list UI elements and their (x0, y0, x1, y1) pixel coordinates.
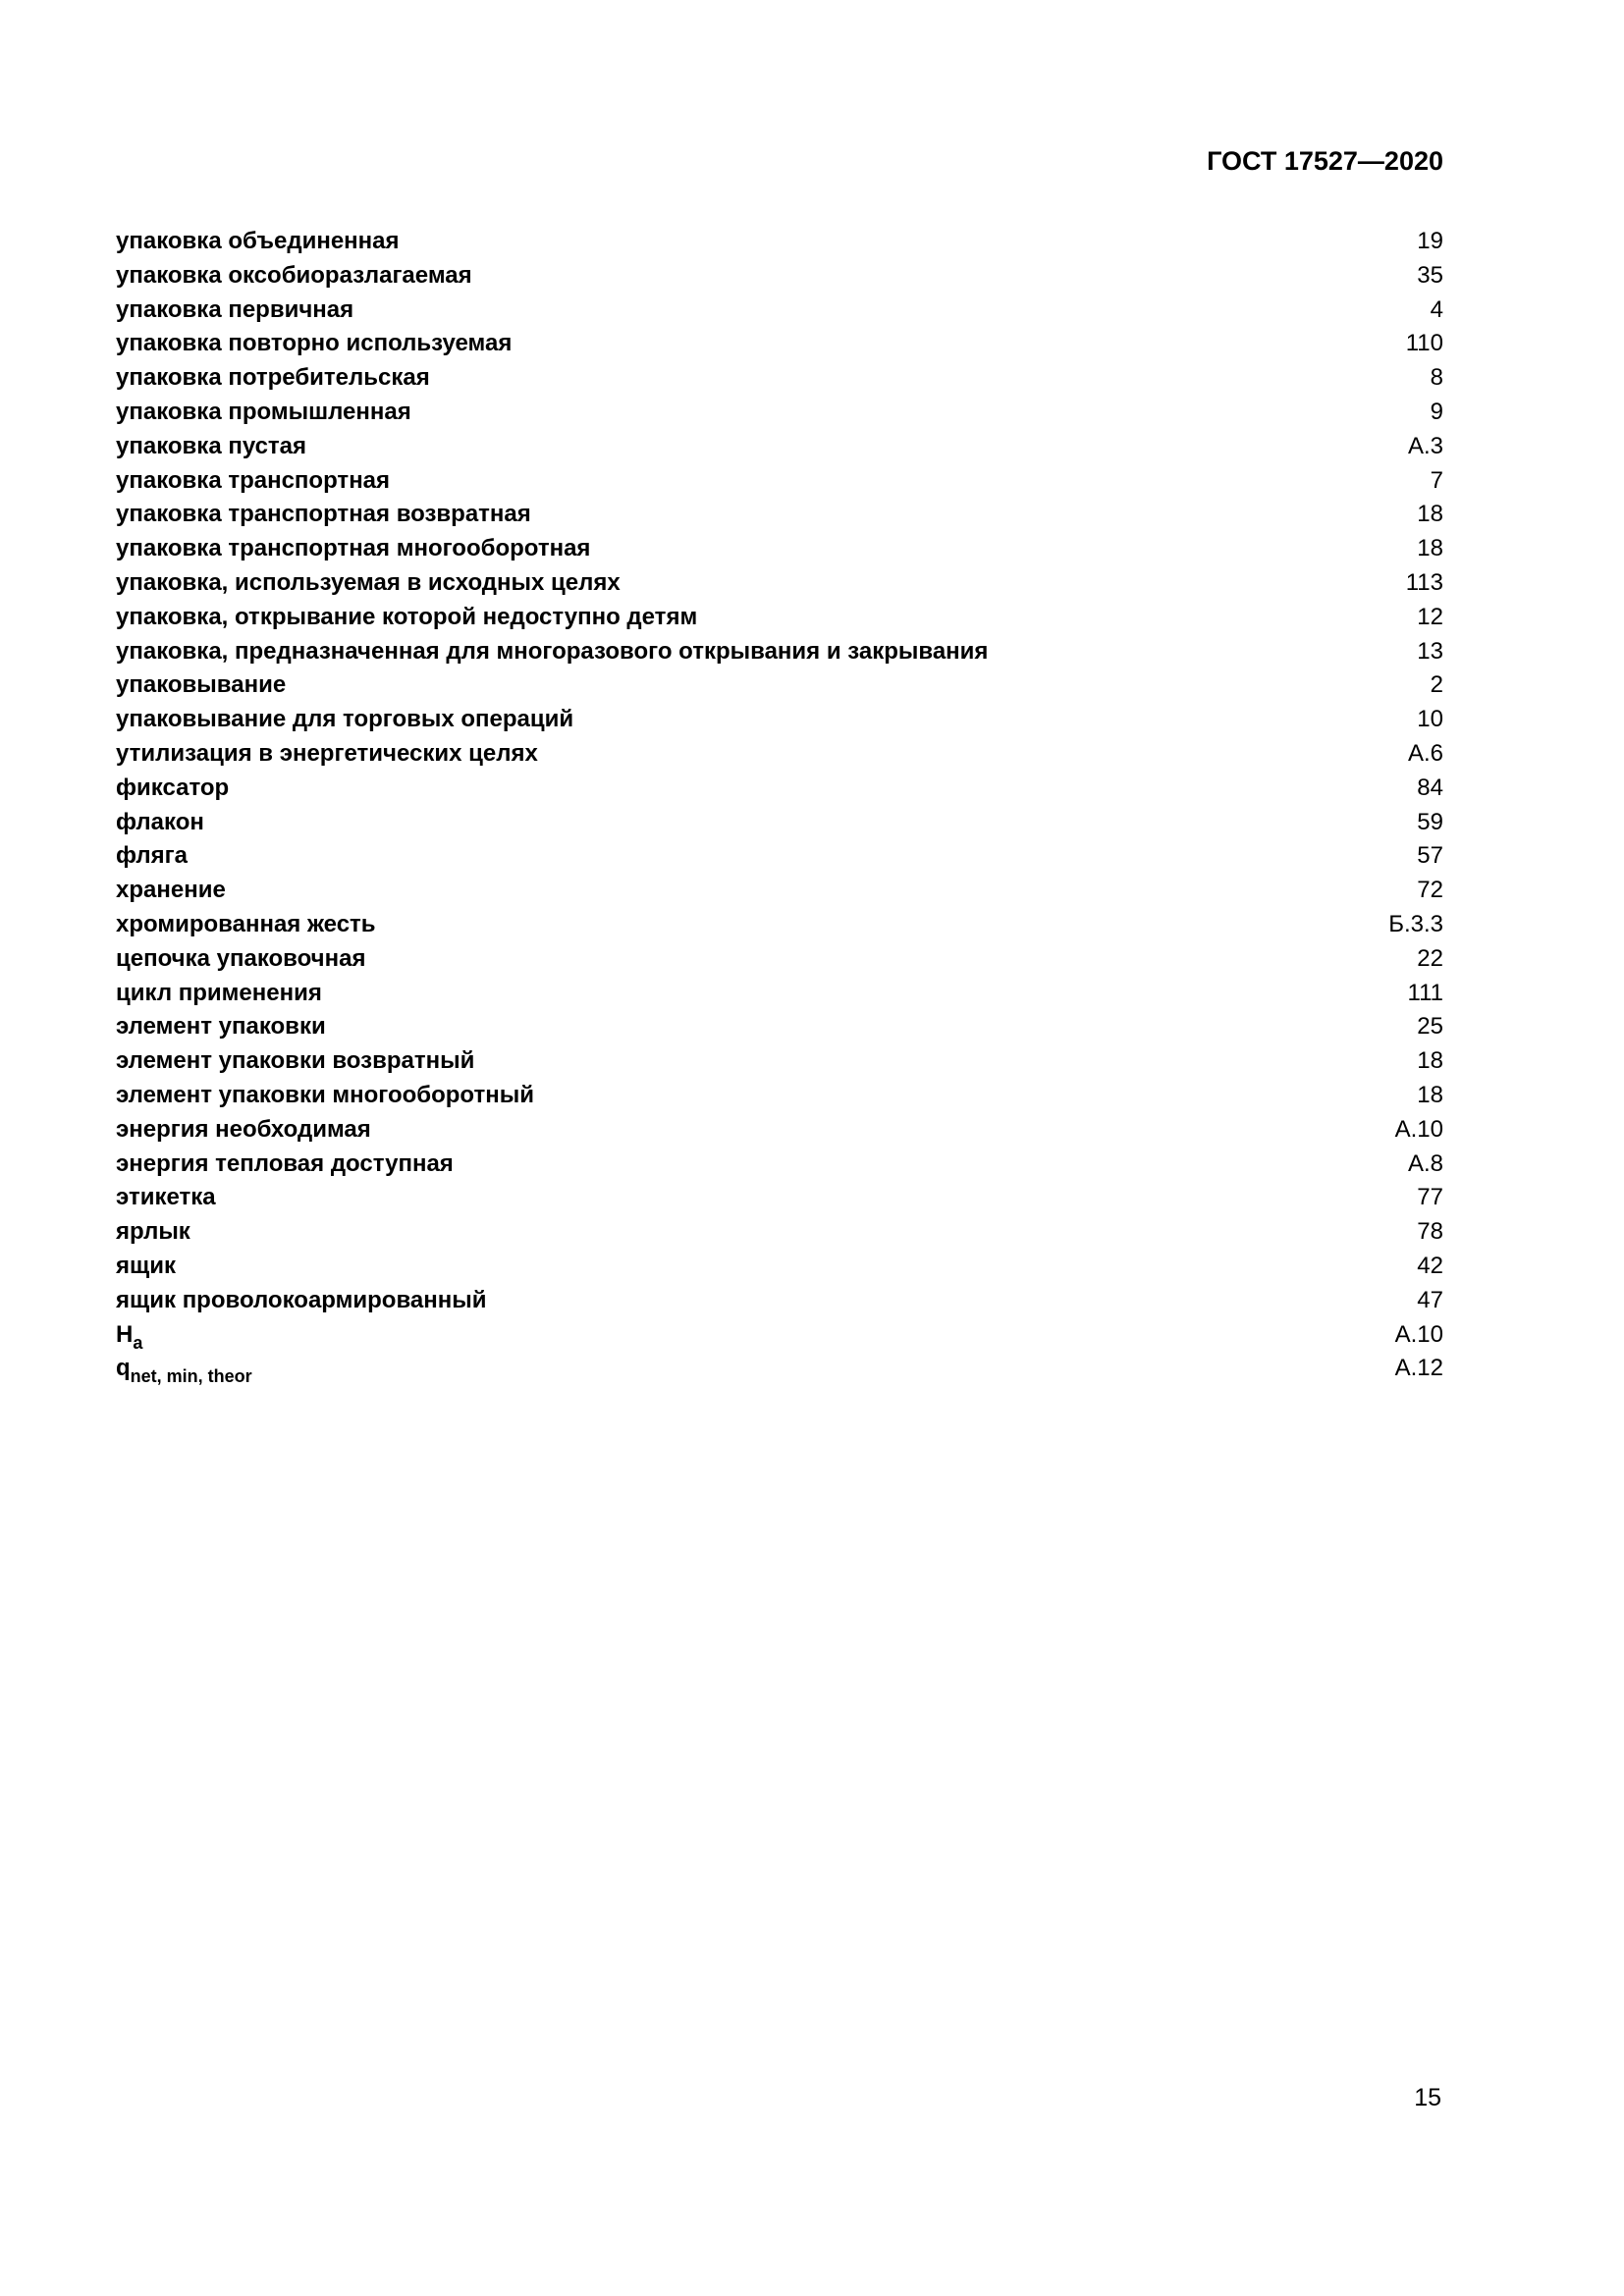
index-term: упаковка оксобиоразлагаемая (116, 261, 472, 289)
index-entry (116, 498, 1443, 532)
index-ref: 13 (1417, 637, 1443, 665)
index-term: цепочка упаковочная (116, 944, 366, 972)
index-term: цикл применения (116, 979, 322, 1006)
index-ref: 59 (1417, 808, 1443, 835)
index-ref: 4 (1430, 295, 1443, 323)
index-ref: 22 (1417, 944, 1443, 972)
index-term: упаковывание для торговых операций (116, 706, 574, 733)
index-entry (116, 1010, 1443, 1044)
symbol-subscript: a (133, 1332, 143, 1353)
index-ref: А.3 (1407, 432, 1443, 459)
index-ref: 18 (1417, 1081, 1443, 1108)
index-ref: А.10 (1394, 1115, 1443, 1143)
index-entry (116, 942, 1443, 977)
index-ref: 18 (1417, 1047, 1443, 1075)
index-entry (116, 977, 1443, 1011)
index-term: ящик (116, 1252, 177, 1279)
index-entry (116, 1181, 1443, 1215)
symbol-subscript: net, min, theor (130, 1366, 252, 1387)
index-term: элемент упаковки возвратный (116, 1047, 475, 1075)
index-entry (116, 908, 1443, 942)
index-ref: 57 (1417, 842, 1443, 870)
index-ref: 35 (1417, 261, 1443, 289)
index-term: упаковка первичная (116, 295, 354, 323)
index-term: фиксатор (116, 774, 230, 801)
index-entry (116, 839, 1443, 874)
index-entry (116, 1148, 1443, 1182)
index-entry (116, 225, 1443, 259)
index-entry (116, 703, 1443, 737)
index-term: этикетка (116, 1184, 216, 1211)
index-ref: 19 (1417, 228, 1443, 254)
index-ref: 10 (1417, 706, 1443, 733)
index-entry (116, 396, 1443, 430)
index-ref: Б.3.3 (1388, 910, 1443, 937)
index-term: флакон (116, 808, 204, 835)
index-entry (116, 566, 1443, 601)
index-ref: 2 (1430, 671, 1443, 699)
index-entry (116, 806, 1443, 840)
index-entry (116, 361, 1443, 396)
symbol-entry (116, 1318, 1443, 1353)
index-entry (116, 1044, 1443, 1079)
document-id: ГОСТ 17527—2020 (1207, 146, 1443, 176)
index-term: энергия необходимая (116, 1115, 371, 1143)
index-entry (116, 635, 1443, 669)
index-term: упаковка промышленная (116, 398, 411, 425)
index-entry (116, 668, 1443, 703)
index-term: элемент упаковки (116, 1013, 326, 1041)
index-entry (116, 259, 1443, 294)
index-term: упаковка транспортная многооборотная (116, 535, 591, 562)
index-ref: 8 (1430, 364, 1443, 392)
index-ref: 18 (1417, 535, 1443, 562)
page-number: 15 (1414, 2084, 1441, 2111)
index-entry (116, 1113, 1443, 1148)
index-term: упаковывание (116, 671, 287, 699)
index-entry (116, 430, 1443, 464)
index-ref: 42 (1417, 1252, 1443, 1279)
index-entry (116, 737, 1443, 772)
index-ref: 7 (1430, 466, 1443, 494)
index-term: хромированная жесть (116, 910, 376, 937)
index-term: упаковка транспортная (116, 466, 391, 494)
index-entry (116, 601, 1443, 635)
index-ref: 110 (1405, 330, 1443, 357)
index-entry (116, 464, 1443, 499)
index-ref: 72 (1417, 877, 1443, 904)
symbol-term (116, 1352, 252, 1386)
index-term: упаковка пустая (116, 432, 307, 459)
index-ref: 113 (1405, 568, 1443, 596)
index-term: упаковка, открывание которой недоступно детям (116, 603, 698, 630)
index-term: упаковка транспортная возвратная (116, 501, 531, 528)
index-term: упаковка потребительская (116, 364, 430, 392)
index-ref: А.12 (1394, 1355, 1443, 1382)
index-entry (116, 532, 1443, 566)
index-ref: 18 (1417, 501, 1443, 528)
index-ref: 47 (1417, 1286, 1443, 1313)
index-term: упаковка объединенная (116, 228, 400, 254)
index-term: упаковка, используемая в исходных целях (116, 568, 621, 596)
index-ref: 25 (1417, 1013, 1443, 1041)
index-term: упаковка повторно используемая (116, 330, 513, 357)
symbol-term (116, 1318, 142, 1353)
index-ref: 77 (1417, 1184, 1443, 1211)
index-ref: 9 (1430, 398, 1443, 425)
index-ref: 111 (1407, 979, 1443, 1006)
index-entry (116, 1215, 1443, 1250)
index-term: элемент упаковки многооборотный (116, 1081, 534, 1108)
index-term: утилизация в энергетических целях (116, 739, 538, 767)
index-entry (116, 1079, 1443, 1113)
index-ref: А.10 (1394, 1320, 1443, 1348)
index-ref: 78 (1417, 1218, 1443, 1246)
index-ref: 12 (1417, 603, 1443, 630)
index-entry (116, 1250, 1443, 1284)
alphabetical-index (116, 225, 1443, 1386)
symbol-base: q (116, 1355, 131, 1382)
index-term: ярлык (116, 1218, 190, 1246)
index-ref: А.8 (1407, 1149, 1443, 1177)
index-term: упаковка, предназначенная для многоразового открывания и закрывания (116, 637, 989, 665)
index-entry (116, 327, 1443, 361)
index-term: ящик проволокоармированный (116, 1286, 487, 1313)
index-term: фляга (116, 842, 188, 870)
symbol-entry (116, 1352, 1443, 1386)
index-entry (116, 874, 1443, 908)
index-entry (116, 294, 1443, 328)
index-term: хранение (116, 877, 226, 904)
index-entry (116, 772, 1443, 806)
index-entry (116, 1284, 1443, 1318)
symbol-base: H (116, 1320, 134, 1348)
index-ref: 84 (1417, 774, 1443, 801)
index-term: энергия тепловая доступная (116, 1149, 454, 1177)
index-ref: А.6 (1407, 739, 1443, 767)
